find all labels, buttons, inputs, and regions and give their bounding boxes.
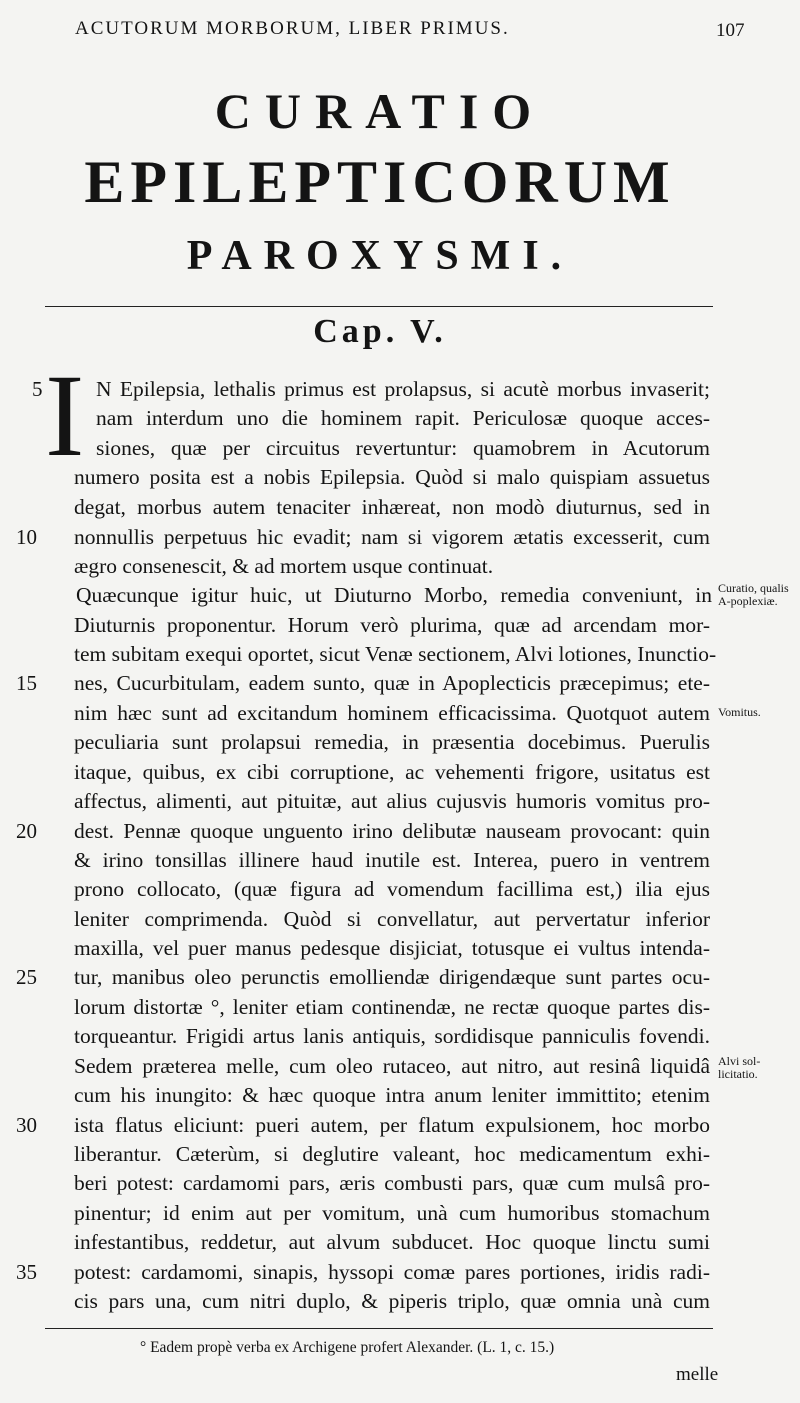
text-line: Sedem præterea melle, cum oleo rutaceo, aut nitro, aut resinâ liquidâ — [74, 1054, 710, 1078]
text-line: cum his inungito: & hæc quoque intra anum leniter immittito; etenim — [74, 1083, 710, 1107]
text-line: ægro consenescit, & ad mortem usque continuat. — [74, 554, 494, 578]
text-line: liberantur. Cæterùm, si deglutire valeant, hoc medicamentum exhi- — [74, 1142, 710, 1166]
text-line: tem subitam exequi oportet, sicut Venæ sectionem, Alvi lotiones, Inunctio- — [74, 642, 717, 666]
title-line-2: EPILEPTICORUM — [84, 149, 676, 215]
line-number: 25 — [16, 965, 37, 989]
text-line: cis pars una, cum nitri duplo, & piperis triplo, quæ omnia unà cum — [74, 1289, 710, 1313]
text-line: tur, manibus oleo perunctis emolliendæ dirigendæque sunt partes ocu- — [74, 965, 710, 989]
text-line: & irino tonsillas illinere haud inutile est. Interea, puero in ventrem — [74, 848, 710, 872]
text-line: maxilla, vel puer manus pedesque disjiciat, totusque ei vultus intenda- — [74, 936, 710, 960]
margin-note: Curatio, qualis A-poplexiæ. — [718, 581, 789, 608]
title-line-1: CURATIO — [214, 83, 546, 139]
text-line: potest: cardamomi, sinapis, hyssopi comæ pares portiones, iridis radi- — [74, 1260, 710, 1284]
text-line: lorum distortæ °, leniter etiam continendæ, ne rectæ quoque partes dis- — [74, 995, 710, 1019]
running-head: ACUTORUM MORBORUM, LIBER PRIMUS. — [75, 18, 510, 39]
title-rule — [45, 306, 713, 307]
text-line: itaque, quibus, ex cibi corruptione, ac vehementi frigore, usitatus est — [74, 760, 710, 784]
text-line: ista flatus eliciunt: pueri autem, per flatum expulsionem, hoc morbo — [74, 1113, 710, 1137]
line-number: 30 — [16, 1113, 37, 1137]
text-line: nim hæc sunt ad excitandum hominem efficacissima. Quotquot autem — [74, 701, 710, 725]
line-number: 20 — [16, 819, 37, 843]
title-line-3: PAROXYSMI. — [186, 233, 574, 279]
text-line: pinentur; id enim aut per vomitum, unà cum humoribus stomachum — [74, 1201, 710, 1225]
text-line: prono collocato, (quæ figura ad vomendum facillima est,) ilia ejus — [74, 877, 710, 901]
text-line: degat, morbus autem tenaciter inhæreat, non modò diuturnus, sed in — [74, 495, 710, 519]
text-line: affectus, alimenti, aut pituitæ, aut alius cujusvis humoris vomitus pro- — [74, 789, 710, 813]
catchword: melle — [676, 1364, 719, 1385]
margin-note: Alvi sol-licitatio. — [718, 1054, 761, 1081]
text-line: Quæcunque igitur huic, ut Diuturno Morbo, remedia conveniunt, in — [76, 583, 712, 607]
text-line: peculiaria sunt prolapsui remedia, in præsentia docebimus. Puerulis — [74, 730, 710, 754]
line-number: 35 — [16, 1260, 37, 1284]
text-line: beri potest: cardamomi pars, æris combusti pars, quæ cum mulsâ pro- — [74, 1171, 710, 1195]
footnote-rule — [45, 1328, 713, 1329]
text-line: infestantibus, reddetur, aut alvum subducet. Hoc quoque linctu sumi — [74, 1230, 710, 1254]
footnote: ° Eadem propè verba ex Archigene profert Alexander. (L. 1, c. 15.) — [140, 1339, 555, 1356]
text-line: N Epilepsia, lethalis primus est prolapsus, si acutè morbus invaserit; — [96, 377, 710, 401]
margin-note: Vomitus. — [718, 705, 761, 719]
text-line: leniter comprimenda. Quòd si convellatur, aut pervertatur inferior — [74, 907, 710, 931]
text-line: nes, Cucurbitulam, eadem sunto, quæ in Apoplecticis præcepimus; ete- — [74, 671, 710, 695]
text-line: Diuturnis proponentur. Horum verò plurima, quæ ad arcendam mor- — [74, 613, 710, 637]
text-line: numero posita est a nobis Epilepsia. Quòd si malo quispiam assuetus — [74, 465, 710, 489]
drop-cap: I — [45, 350, 85, 481]
chapter-heading: Cap. V. — [313, 313, 447, 350]
line-number: 10 — [16, 525, 37, 549]
page-number: 107 — [716, 20, 745, 41]
text-line: nonnullis perpetuus hic evadit; nam si vigorem ætatis excesserit, cum — [74, 525, 710, 549]
line-number: 5 — [32, 377, 43, 401]
text-line: siones, quæ per circuitus revertuntur: quamobrem in Acutorum — [96, 436, 710, 460]
text-line: torqueantur. Frigidi artus lanis antiquis, sordidisque panniculis fovendi. — [74, 1024, 710, 1048]
text-line: dest. Pennæ quoque unguento irino delibutæ nauseam provocant: quin — [74, 819, 710, 843]
text-line: nam interdum uno die hominem rapit. Periculosæ quoque acces- — [96, 406, 710, 430]
line-number: 15 — [16, 671, 37, 695]
